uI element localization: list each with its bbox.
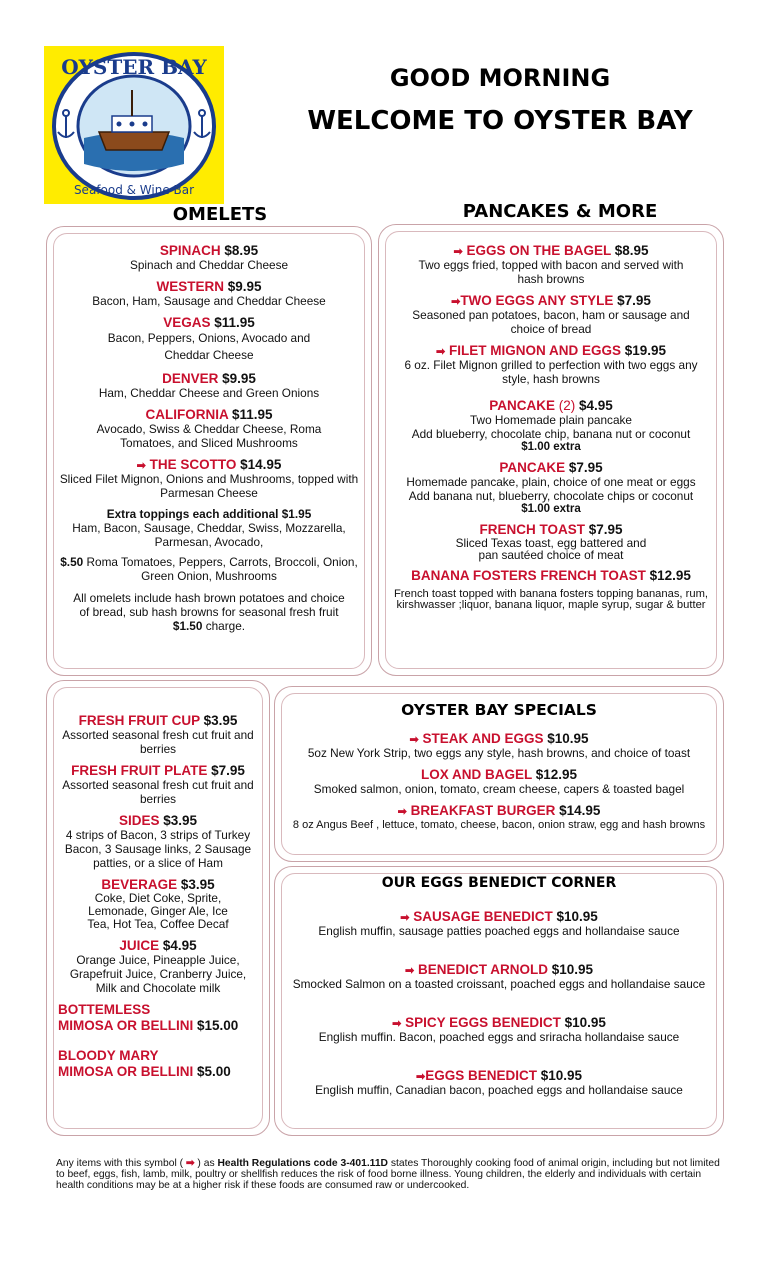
pancakes-item-two-eggs: ➡TWO EGGS ANY STYLE $7.95 Seasoned pan potatoes, bacon, ham or sausage and choice of bread [412,293,690,336]
health-disclaimer: Any items with this symbol ( ➡ ) as Health Regulations code 3-401.11D states Thoroughly cooking food of animal origin, including but not limited to beef, eggs, fish, lamb, milk, poultry or shellfish reduces the risk of food borne illness. Young children, the elderly and individuals with certain health conditions may be at a higher risk if these foods are consumed raw or undercooked. [56,1158,720,1191]
logo-tagline: Seafood & Wine Bar [73,183,195,197]
sides-item-fruit-plate: FRESH FRUIT PLATE $7.95 Assorted seasonal fresh cut fruit and berries [62,763,254,806]
health-arrow-icon: ➡ [404,965,415,977]
health-arrow-icon: ➡ [397,806,407,818]
sides-item-juice: JUICE $4.95 Orange Juice, Pineapple Juice, Grapefruit Juice, Cranberry Juice, Milk and Chocolate milk [69,938,247,995]
pancakes-item-french-toast: FRENCH TOAST $7.95 Sliced Texas toast, egg battered and pan sautéed choice of meat [455,522,647,562]
pancakes-item-pancake-meat: PANCAKE $7.95 Homemade pancake, plain, choice of one meat or eggs Add banana nut, blueberry, chocolate chips or coconut $1.00 extra [406,460,696,515]
omelet-item-western: WESTERN $9.95 Bacon, Ham, Sausage and Cheddar Cheese [92,279,326,308]
pancakes-item-filet-mignon: ➡ FILET MIGNON AND EGGS $19.95 6 oz. Filet Mignon grilled to perfection with two eggs any style, hash browns [404,343,698,386]
health-arrow-icon: ➡ [409,734,419,746]
specials-item-steak-eggs: ➡ STEAK AND EGGS $10.95 5oz New York Strip, two eggs any style, hash browns, and choice of toast [307,731,691,760]
health-arrow-icon: ➡ [185,1158,195,1169]
health-arrow-icon: ➡ [136,460,146,472]
health-arrow-icon: ➡ [451,296,461,308]
health-arrow-icon: ➡ [453,246,463,258]
specials-list [280,731,718,839]
health-arrow-icon: ➡ [435,346,446,358]
omelets-list [52,243,366,633]
omelets-title: OMELETS [172,204,268,225]
omelet-item-the-scotto: ➡ THE SCOTTO $14.95 Sliced Filet Mignon, Onions and Mushrooms, topped with Parmesan Cheese [59,457,359,500]
benedict-item-eggs-benedict: ➡EGGS BENEDICT $10.95 English muffin, Canadian bacon, poached eggs and hollandaise sauce [315,1068,683,1097]
benedict-item-sausage: ➡ SAUSAGE BENEDICT $10.95 English muffin, sausage patties poached eggs and hollandaise sauce [318,909,680,938]
restaurant-logo [44,46,224,204]
benedict-title: OUR EGGS BENEDICT CORNER [381,875,617,891]
sides-list [52,713,264,1080]
omelet-item-vegas: VEGAS $11.95 Bacon, Peppers, Onions, Avocado and Cheddar Cheese [107,315,311,362]
welcome-line: WELCOME TO OYSTER BAY [307,106,693,136]
pancakes-list [386,243,716,618]
greeting-line: GOOD MORNING [389,64,611,92]
pancakes-item-banana-fosters: BANANA FOSTERS FRENCH TOAST $12.95 French toast topped with banana fosters topping bananas, rum, kirshwasser ;liquor, banana liquor, maple syrup, sugar & butter [393,568,709,611]
omelet-item-california: CALIFORNIA $11.95 Avocado, Swiss & Cheddar Cheese, Roma Tomatoes, and Sliced Mushrooms [96,407,322,450]
sides-item-fruit-cup: FRESH FRUIT CUP $3.95 Assorted seasonal fresh cut fruit and berries [62,713,254,756]
health-arrow-icon: ➡ [392,1018,402,1030]
benedict-item-spicy: ➡ SPICY EGGS BENEDICT $10.95 English muffin. Bacon, poached eggs and sriracha hollandaise sauce [318,1015,680,1044]
health-arrow-icon: ➡ [415,1071,426,1083]
drink-bloody-mary: BLOODY MARY MIMOSA OR BELLINI $5.00 [58,1048,231,1079]
sides-item-beverage: BEVERAGE $3.95 Coke, Diet Coke, Sprite, Lemonade, Ginger Ale, Ice Tea, Hot Tea, Coffee Decaf [87,877,229,931]
pancakes-item-eggs-on-bagel: ➡ EGGS ON THE BAGEL $8.95 Two eggs fried, topped with bacon and served with hash browns [418,243,684,286]
drink-bottomless: BOTTEMLESS MIMOSA OR BELLINI $15.00 [58,1002,239,1033]
benedict-list [280,909,718,1104]
specials-title: OYSTER BAY SPECIALS [401,701,597,719]
sides-item-sides: SIDES $3.95 4 strips of Bacon, 3 strips of Turkey Bacon, 3 Sausage links, 2 Sausage patties, or a slice of Ham [64,813,252,870]
logo-name: OYSTER BAY [61,55,207,79]
extra-toppings: Extra toppings each additional $1.95 Ham, Bacon, Sausage, Cheddar, Swiss, Mozzarella, Parmesan, Avocado, $.50 Roma Tomatoes, Peppers, Carrots, Broccoli, Onion, Green Onion, Mushrooms [60,507,358,583]
pancakes-item-pancake-2: PANCAKE (2) $4.95 Two Homemade plain pancake Add blueberry, chocolate chip, banana nut or coconut $1.00 extra [411,398,691,453]
omelets-note: All omelets include hash brown potatoes and choice of bread, sub hash browns for seasonal fresh fruit $1.50 charge. [73,591,345,633]
health-arrow-icon: ➡ [400,912,410,924]
omelet-item-spinach: SPINACH $8.95 Spinach and Cheddar Cheese [129,243,289,272]
logo-graphic [44,46,224,204]
specials-item-breakfast-burger: ➡ BREAKFAST BURGER $14.95 8 oz Angus Beef , lettuce, tomato, cheese, bacon, onion straw, egg and hash browns [292,803,706,831]
omelet-item-denver: DENVER $9.95 Ham, Cheddar Cheese and Green Onions [98,371,320,400]
benedict-item-arnold: ➡ BENEDICT ARNOLD $10.95 Smocked Salmon on a toasted croissant, poached eggs and hollandaise sauce [292,962,706,991]
pancakes-title: PANCAKES & MORE [462,201,658,222]
specials-item-lox-bagel: LOX AND BAGEL $12.95 Smoked salmon, onion, tomato, cream cheese, capers & toasted bagel [313,767,685,796]
